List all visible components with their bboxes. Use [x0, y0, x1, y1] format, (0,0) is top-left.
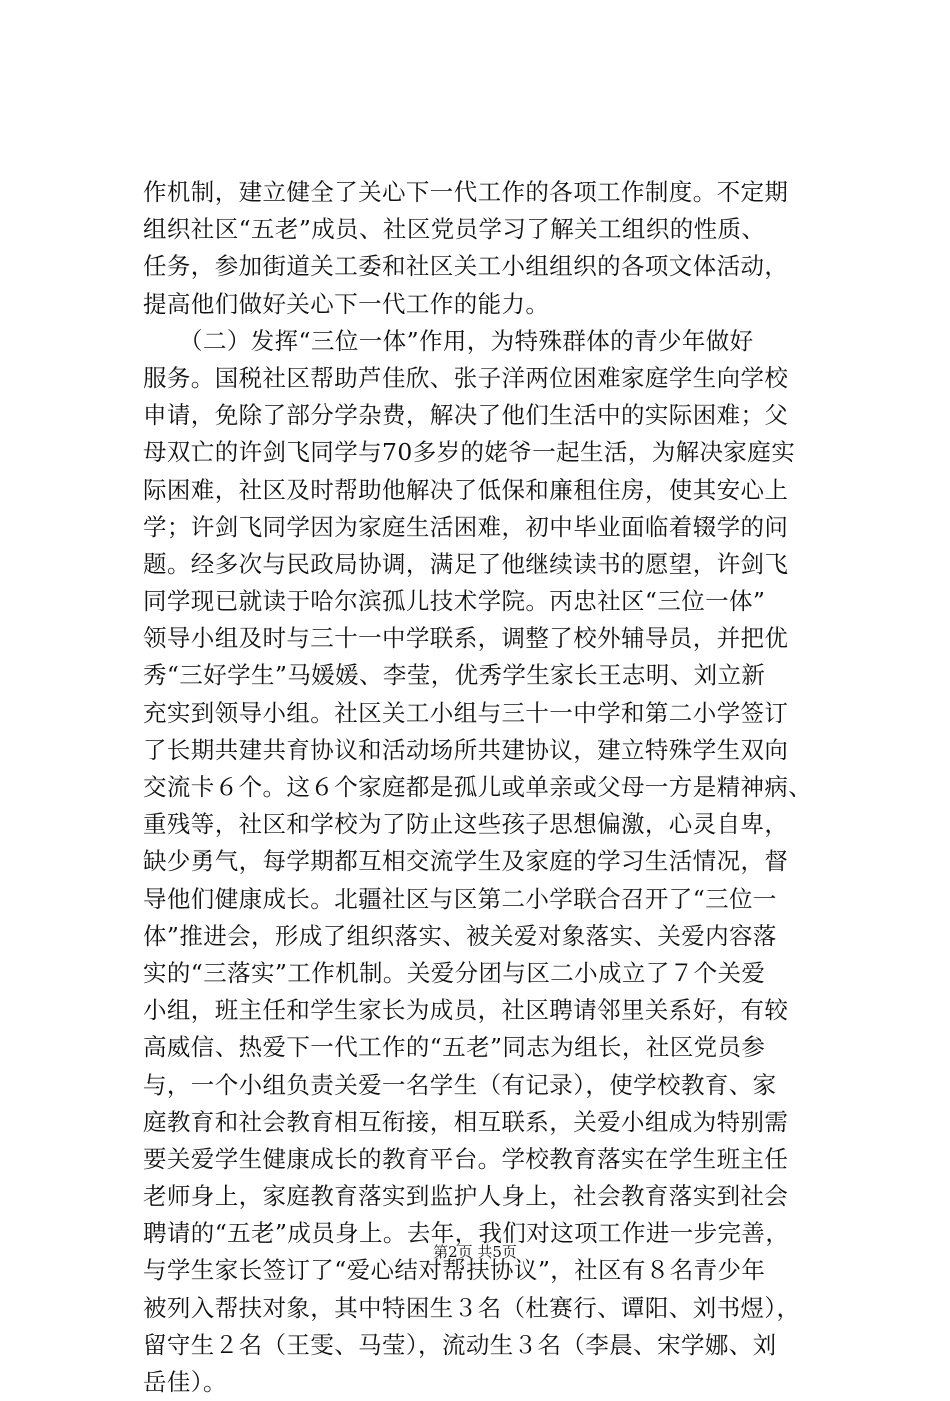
- text-line: 了长期共建共育协议和活动场所共建协议，建立特殊学生双向: [143, 735, 789, 764]
- text-line: 任务，参加街道关工委和社区关工小组组织的各项文体活动，: [143, 252, 789, 281]
- text-line: 服务。国税社区帮助芦佳欣、张子洋两位困难家庭学生向学校: [143, 363, 789, 392]
- text-line: 同学现已就读于哈尔滨孤儿技术学院。丙忠社区“三位一体”: [143, 587, 766, 616]
- text-line: 体”推进会，形成了组织落实、被关爱对象落实、关爱内容落: [143, 921, 777, 950]
- text-line: 际困难，社区及时帮助他解决了低保和廉租住房，使其安心上: [143, 475, 789, 504]
- text-line: 交流卡６个。这６个家庭都是孤儿或单亲或父母一方是精神病、: [143, 773, 813, 801]
- text-line: 留守生２名（王雯、马莹），流动生３名（李晨、宋学娜、刘: [143, 1330, 777, 1359]
- text-line: 导他们健康成长。北疆社区与区第二小学联合召开了“三位一: [143, 884, 777, 913]
- text-line: 领导小组及时与三十一中学联系，调整了校外辅导员，并把优: [143, 624, 789, 653]
- text-line: 学；许剑飞同学因为家庭生活困难，初中毕业面临着辍学的问: [143, 512, 789, 541]
- text-line: 聘请的“五老”成员身上。去年，我们对这项工作进一步完善，: [143, 1219, 790, 1248]
- text-line: 重残等，社区和学校为了防止这些孩子思想偏激，心灵自卑，: [143, 810, 789, 839]
- text-line: 组织社区“五老”成员、社区党员学习了解关工组织的性质、: [143, 215, 766, 244]
- text-line: 母双亡的许剑飞同学与70多岁的姥爷一起生活，为解决家庭实: [143, 438, 796, 467]
- text-line: 秀“三好学生”马媛媛、李莹，优秀学生家长王志明、刘立新: [143, 661, 766, 690]
- text-line: 被列入帮扶对象，其中特困生３名（杜赛行、谭阳、刘书煜），: [143, 1293, 801, 1322]
- text-line: 要关爱学生健康成长的教育平台。学校教育落实在学生班主任: [143, 1144, 789, 1173]
- text-line: 与学生家长签订了“爱心结对帮扶协议”，社区有８名青少年: [143, 1256, 766, 1285]
- text-line: 老师身上，家庭教育落实到监护人身上，社会教育落实到社会: [143, 1182, 789, 1211]
- text-line: 庭教育和社会教育相互衔接，相互联系，关爱小组成为特别需: [143, 1107, 789, 1136]
- text-line: 实的“三落实”工作机制。关爱分团与区二小成立了７个关爱: [143, 958, 766, 987]
- text-line: 提高他们做好关心下一代工作的能力。: [143, 289, 550, 318]
- text-line: 高威信、热爱下一代工作的“五老”同志为组长，社区党员参: [143, 1033, 766, 1062]
- text-line: 充实到领导小组。社区关工小组与三十一中学和第二小学签订: [143, 698, 789, 727]
- text-line: 作机制，建立健全了关心下一代工作的各项工作制度。不定期: [143, 178, 789, 206]
- text-line: （二）发挥“三位一体”作用，为特殊群体的青少年做好: [143, 326, 754, 355]
- text-line: 岳佳）。: [143, 1368, 227, 1396]
- document-body: [143, 174, 853, 1401]
- text-line: 小组，班主任和学生家长为成员，社区聘请邻里关系好，有较: [143, 996, 789, 1025]
- page-footer: 第2页 共5页: [433, 1243, 517, 1261]
- text-line: 题。经多次与民政局协调，满足了他继续读书的愿望，许剑飞: [143, 549, 789, 578]
- text-line: 申请，免除了部分学杂费，解决了他们生活中的实际困难；父: [143, 401, 789, 430]
- text-line: 与，一个小组负责关爱一名学生（有记录），使学校教育、家: [143, 1070, 777, 1099]
- text-line: 缺少勇气，每学期都互相交流学生及家庭的学习生活情况，督: [143, 847, 789, 876]
